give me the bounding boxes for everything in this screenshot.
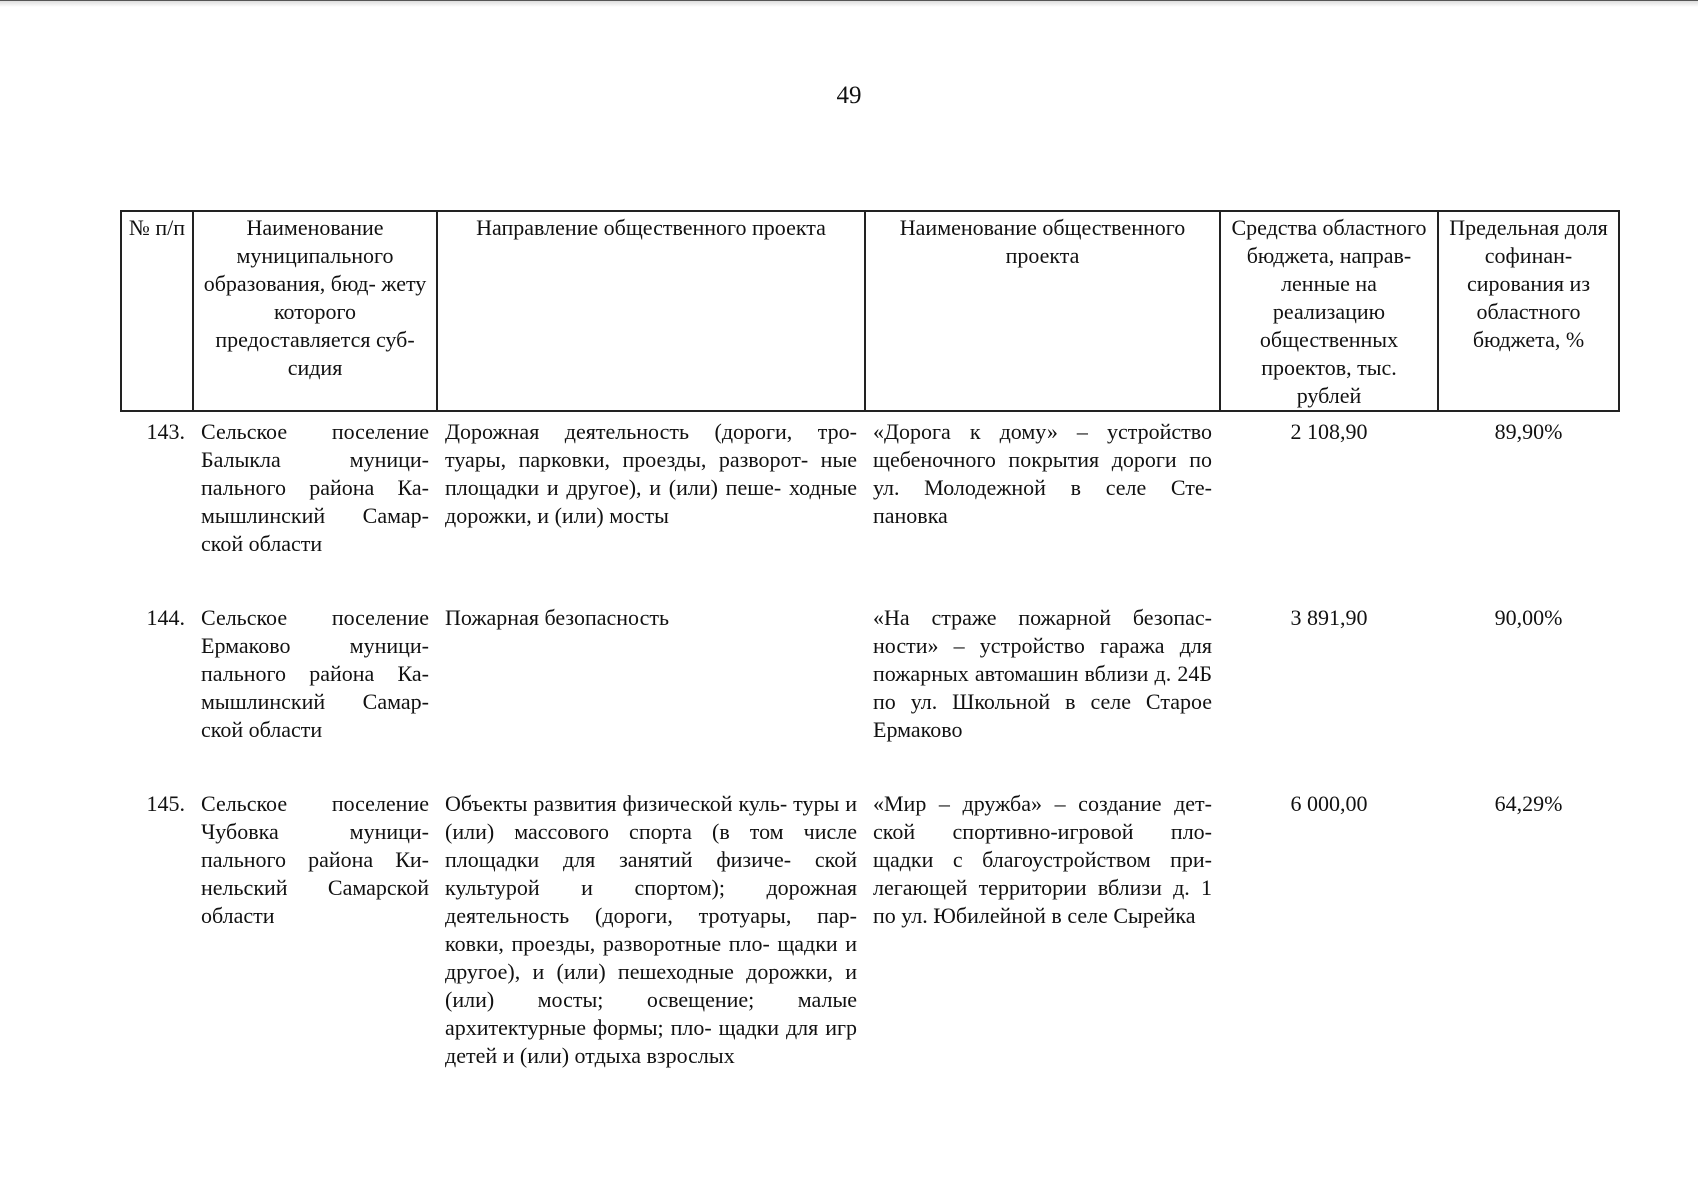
table-header-row (121, 211, 1619, 411)
row-number: 145. (146, 791, 185, 816)
scan-edge (0, 0, 1698, 7)
share-cell: 64,29% (1494, 791, 1563, 816)
amount-cell: 3 891,90 (1290, 605, 1368, 630)
municipality-cell: Сельское поселение Балыкла муници- пального района Ка- мышлинский Самар- ской области (201, 419, 429, 556)
subsidy-table (120, 210, 1620, 1070)
project-cell: «Мир – дружба» – создание дет- ской спортивно-игровой пло- щадки с благоустройством при- легающей территории вблизи д. 1 по ул. Юбилейной в селе Сырейка (873, 791, 1212, 928)
row-number: 143. (146, 419, 185, 444)
amount-cell: 6 000,00 (1290, 791, 1368, 816)
project-cell: «Дорога к дому» – устройство щебеночного покрытия дороги по ул. Молодежной в селе Сте- пановка (873, 419, 1212, 528)
header-project: Наименование общественного проекта (865, 211, 1220, 411)
direction-cell: Пожарная безопасность (445, 605, 669, 630)
page-number: 49 (836, 82, 862, 109)
municipality-cell: Сельское поселение Ермаково муници- пального района Ка- мышлинский Самар- ской области (201, 605, 429, 742)
header-direction: Направление общественного проекта (437, 211, 865, 411)
share-cell: 89,90% (1494, 419, 1563, 444)
table-row (121, 411, 1619, 598)
row-number: 144. (146, 605, 185, 630)
header-amount: Средства областного бюджета, направ- ленные на реализацию общественных проектов, тыс. рублей (1220, 211, 1438, 411)
table-row (121, 784, 1619, 1070)
direction-cell: Дорожная деятельность (дороги, тро- туары, парковки, проезды, разворот- ные площадки и другое), и (или) пеше- ходные дорожки, и (или) мосты (445, 419, 857, 528)
header-number: № п/п (121, 211, 193, 411)
amount-cell: 2 108,90 (1290, 419, 1368, 444)
header-municipality: Наименование муниципального образования, бюд- жету которого предоставляется суб- сидия (193, 211, 437, 411)
municipality-cell: Сельское поселение Чубовка муници- пального района Ки- нельский Самарской области (201, 791, 429, 928)
header-share: Предельная доля софинан- сирования из областного бюджета, % (1438, 211, 1619, 411)
direction-cell: Объекты развития физической куль- туры и (или) массового спорта (в том числе площадки для занятий физиче- ской культурой и спортом); дорожная деятельность (дороги, тротуары, пар- ковки, проезды, разворотные пло- щадки и другое), и (или) пешеходные дорожки, и (или) мосты; освещение; малые архитектурные формы; пло- щадки для игр детей и (или) отдыха взрослых (445, 791, 857, 1068)
project-cell: «На страже пожарной безопас- ности» – устройство гаража для пожарных автомашин вблизи д. 24Б по ул. Школьной в селе Старое Ермаково (873, 605, 1212, 742)
table-row (121, 598, 1619, 784)
share-cell: 90,00% (1494, 605, 1563, 630)
